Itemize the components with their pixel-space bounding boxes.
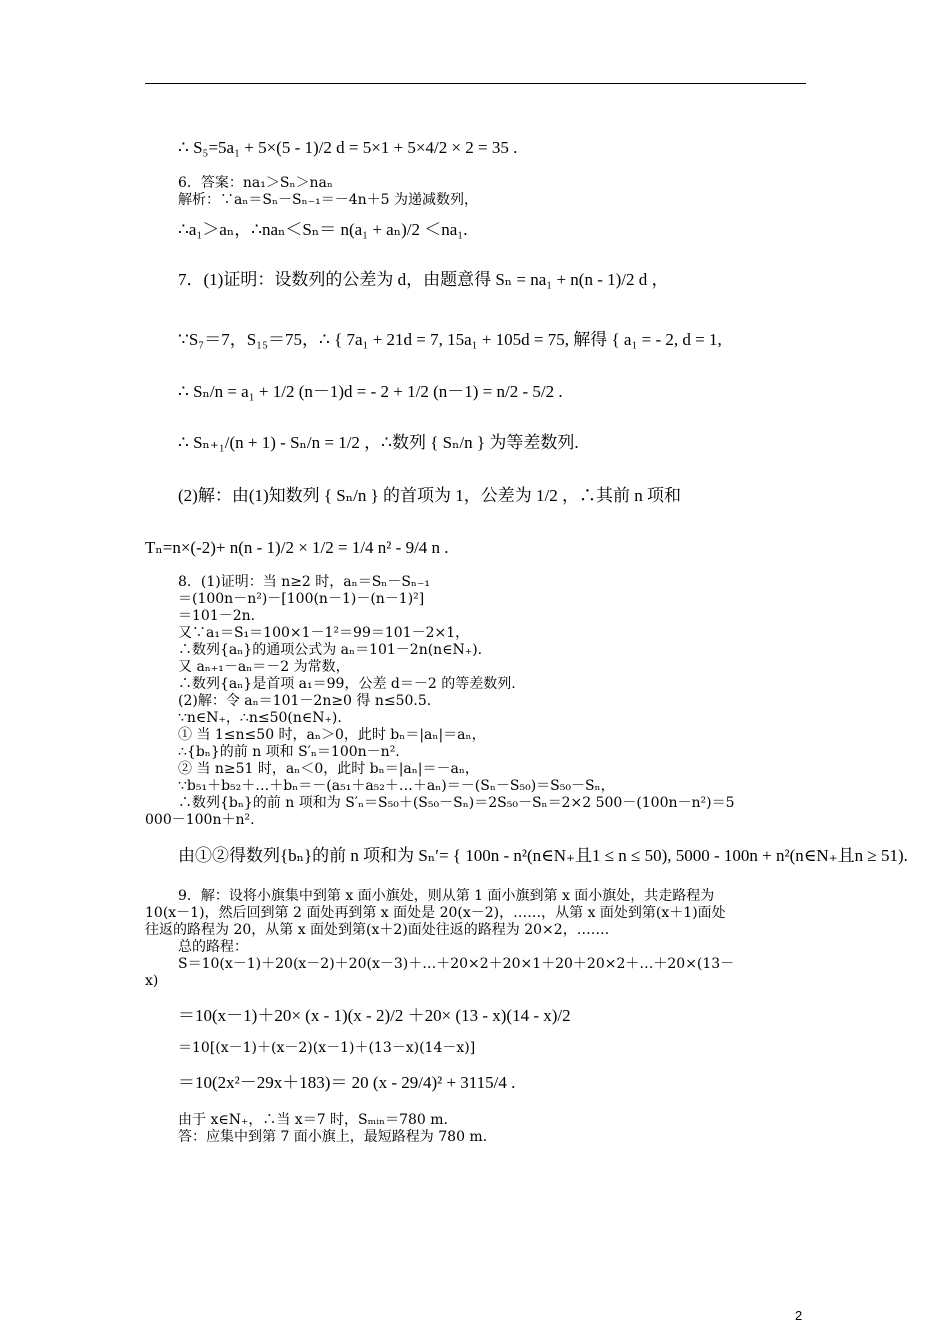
- text-line: 6．答案：na₁＞Sₙ＞naₙ: [178, 175, 333, 191]
- formula-line: (2)解：由(1)知数列 { Sₙ/n } 的首项为 1，公差为 1/2 ，∴其前 n 项和: [178, 486, 681, 505]
- text-line: ＝10[(x－1)＋(x－2)(x－1)＋(13－x)(14－x)]: [178, 1040, 476, 1056]
- text-line: 10(x－1)，然后回到第 2 面处再到第 x 面处是 20(x－2)，……，从第 x 面处到第(x＋1)面处: [145, 905, 726, 921]
- text-line: ∵n∈N₊，∴n≤50(n∈N₊).: [178, 710, 342, 726]
- text-line: 又∵a₁＝S₁＝100×1－1²＝99＝101－2×1，: [178, 625, 470, 641]
- text-line: x): [145, 973, 159, 989]
- text-line: 8．(1)证明：当 n≥2 时，aₙ＝Sₙ－Sₙ₋₁: [178, 574, 430, 590]
- header-rule: [145, 83, 806, 84]
- text-line: ∵b₅₁＋b₅₂＋…＋bₙ＝－(a₅₁＋a₅₂＋…＋aₙ)＝－(Sₙ－S₅₀)＝S₅₀－Sₙ，: [178, 778, 615, 794]
- formula-line: ∵S₇＝7，S₁₅＝75，∴ { 7a₁ + 21d = 7, 15a₁ + 105d = 75, 解得 { a₁ = - 2, d = 1,: [178, 330, 722, 349]
- formula-line: ∴ Sₙ₊₁/(n + 1) - Sₙ/n = 1/2 ，∴数列 { Sₙ/n } 为等差数列.: [178, 433, 579, 452]
- formula-line: ＝10(2x²－29x＋183)＝ 20 (x - 29/4)² + 3115/4 .: [178, 1073, 516, 1092]
- text-line: 总的路程：: [178, 939, 248, 955]
- text-line: ② 当 n≥51 时，aₙ＜0，此时 bₙ＝|aₙ|＝－aₙ，: [178, 761, 479, 777]
- page-number: 2: [795, 1308, 803, 1323]
- formula-line: Tₙ=n×(-2)+ n(n - 1)/2 × 1/2 = 1/4 n² - 9/4 n .: [145, 538, 449, 557]
- text-line: ∴数列{aₙ}是首项 a₁＝99，公差 d＝－2 的等差数列.: [178, 676, 516, 692]
- text-line: 由于 x∈N₊，∴当 x＝7 时，Sₘᵢₙ＝780 m.: [178, 1112, 448, 1128]
- text-line: S＝10(x－1)＋20(x－2)＋20(x－3)＋…＋20×2＋20×1＋20＋20×2＋…＋20×(13－: [178, 956, 735, 972]
- formula-line: ＝10(x－1)＋20× (x - 1)(x - 2)/2 ＋20× (13 - x)(14 - x)/2: [178, 1006, 571, 1025]
- text-line: ＝101－2n.: [178, 608, 256, 624]
- text-line: 解析：∵aₙ＝Sₙ－Sₙ₋₁＝－4n＋5 为递减数列，: [178, 192, 478, 208]
- formula-line: ∴a₁＞aₙ，∴naₙ＜Sₙ＝ n(a₁ + aₙ)/2 ＜na₁.: [178, 220, 468, 239]
- formula-line: 由①②得数列{bₙ}的前 n 项和为 Sₙ′= { 100n - n²(n∈N₊且1 ≤ n ≤ 50), 5000 - 100n + n²(n∈N₊且n ≥ 51).: [178, 846, 908, 865]
- text-line: ＝(100n－n²)－[100(n－1)－(n－1)²]: [178, 591, 425, 607]
- text-line: 000－100n＋n².: [145, 812, 255, 828]
- text-line: ∴数列{aₙ}的通项公式为 aₙ＝101－2n(n∈N₊).: [178, 642, 483, 658]
- text-line: 又 aₙ₊₁－aₙ＝－2 为常数，: [178, 659, 350, 675]
- formula-line: 7．(1)证明：设数列的公差为 d，由题意得 Sₙ = na₁ + n(n - 1)/2 d ，: [178, 270, 669, 289]
- text-line: ∴{bₙ}的前 n 项和 S′ₙ＝100n－n².: [178, 744, 400, 760]
- text-line: 往返的路程为 20，从第 x 面处到第(x＋2)面处往返的路程为 20×2，…….: [145, 922, 610, 938]
- formula-line: ∴ Sₙ/n = a₁ + 1/2 (n－1)d = - 2 + 1/2 (n－1) = n/2 - 5/2 .: [178, 382, 563, 401]
- text-line: ∴数列{bₙ}的前 n 项和为 S′ₙ＝S₅₀＋(S₅₀－Sₙ)＝2S₅₀－Sₙ＝2×2 500－(100n－n²)＝5: [178, 795, 735, 811]
- text-line: (2)解：令 aₙ＝101－2n≥0 得 n≤50.5.: [178, 693, 432, 709]
- text-line: ① 当 1≤n≤50 时，aₙ＞0，此时 bₙ＝|aₙ|＝aₙ，: [178, 727, 486, 743]
- text-line: 答：应集中到第 7 面小旗上，最短路程为 780 m.: [178, 1129, 488, 1145]
- formula-line: ∴ S₅=5a₁ + 5×(5 - 1)/2 d = 5×1 + 5×4/2 × 2 = 35 .: [178, 138, 518, 157]
- text-line: 9．解：设将小旗集中到第 x 面小旗处，则从第 1 面小旗到第 x 面小旗处，共走路程为: [178, 888, 715, 904]
